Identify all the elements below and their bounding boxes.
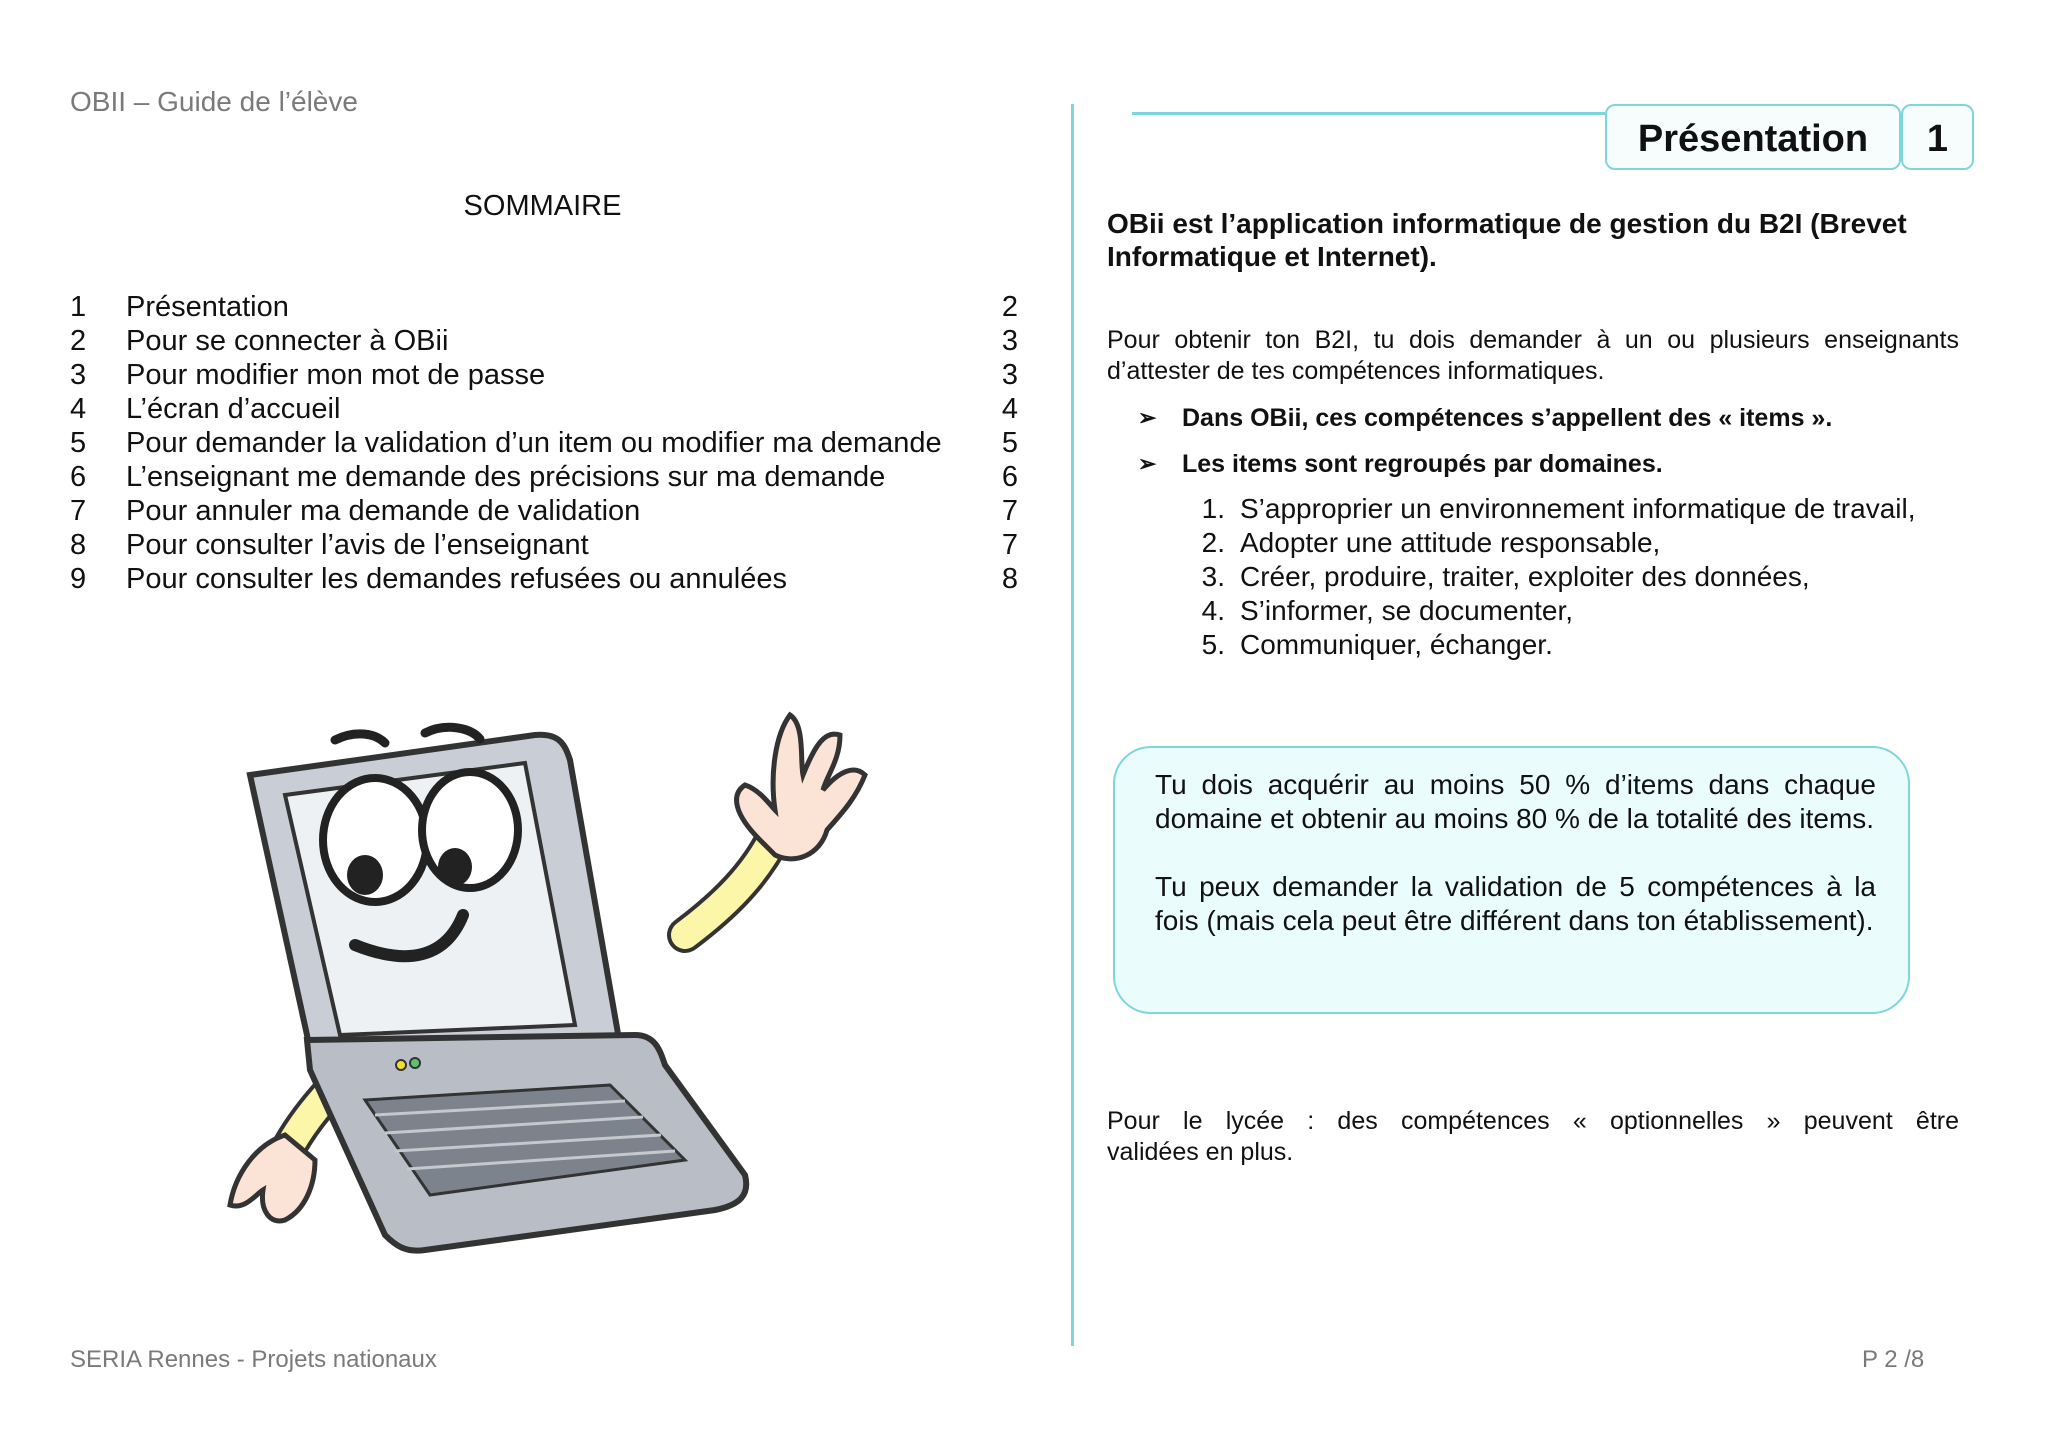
toc-page: 3 xyxy=(1001,325,1018,357)
arrow-bullet-icon: ➢ xyxy=(1138,405,1157,430)
toc-number: 9 xyxy=(70,563,87,595)
domain-number: 2. xyxy=(1201,527,1225,558)
toc-page: 5 xyxy=(1001,427,1018,459)
toc-label: L’écran d’accueil xyxy=(126,393,341,425)
bullet-item xyxy=(1138,446,1958,492)
domain-item xyxy=(1180,628,1960,662)
domain-label: Communiquer, échanger. xyxy=(1240,629,1553,660)
toc-label: Présentation xyxy=(126,291,289,323)
toc-row[interactable] xyxy=(70,392,1018,426)
toc-row[interactable] xyxy=(70,494,1018,528)
toc-page: 4 xyxy=(1001,393,1018,425)
bullet-text: Les items sont regroupés par domaines. xyxy=(1182,450,1663,478)
laptop-mascot-illustration xyxy=(215,705,875,1265)
section-number: 1 xyxy=(1901,104,1974,170)
toc-label: L’enseignant me demande des précisions sur ma demande xyxy=(126,461,886,493)
toc-number: 8 xyxy=(70,529,87,561)
section-title: Présentation xyxy=(1605,104,1901,170)
bullet-item xyxy=(1138,400,1958,446)
domain-label: S’approprier un environnement informatique de travail, xyxy=(1240,493,1916,524)
toc-page: 8 xyxy=(1001,563,1018,595)
section-header-line xyxy=(1132,112,1606,115)
lycee-note-line: validées en plus. xyxy=(1107,1138,1294,1166)
toc-row[interactable] xyxy=(70,426,1018,460)
lycee-note-line: Pour le lycée : des compétences « optionnelles » peuvent être xyxy=(1107,1107,1959,1135)
domain-label: S’informer, se documenter, xyxy=(1240,595,1574,626)
toc-title: SOMMAIRE xyxy=(463,190,622,222)
toc-row[interactable] xyxy=(70,562,1018,596)
domain-item xyxy=(1180,492,1960,526)
toc-page: 2 xyxy=(1001,291,1018,323)
domain-number: 5. xyxy=(1201,629,1225,660)
table-of-contents xyxy=(70,290,1018,596)
toc-row[interactable] xyxy=(70,460,1018,494)
footer-source: SERIA Rennes - Projets nationaux xyxy=(70,1346,437,1373)
bullet-list xyxy=(1138,400,1958,492)
toc-row[interactable] xyxy=(70,290,1018,324)
toc-number: 5 xyxy=(70,427,87,459)
paragraph-text: Pour obtenir ton B2I, tu dois demander à un ou plusieurs enseignants d’attester de tes compétences informatiques. xyxy=(1107,326,1959,385)
domain-item xyxy=(1180,594,1960,628)
page-divider xyxy=(1071,104,1074,1346)
bullet-text: Dans OBii, ces compétences s’appellent des « items ». xyxy=(1182,404,1833,432)
toc-label: Pour annuler ma demande de validation xyxy=(126,495,641,527)
toc-page: 3 xyxy=(1001,359,1018,391)
domain-number: 3. xyxy=(1201,561,1225,592)
toc-row[interactable] xyxy=(70,324,1018,358)
intro-text: OBii est l’application informatique de gestion du B2I (Brevet Informatique et Internet). xyxy=(1107,208,1907,272)
toc-row[interactable] xyxy=(70,528,1018,562)
domain-item xyxy=(1180,560,1960,594)
domain-number: 1. xyxy=(1201,493,1225,524)
toc-label: Pour se connecter à OBii xyxy=(126,325,449,357)
toc-page: 6 xyxy=(1001,461,1018,493)
toc-number: 3 xyxy=(70,359,87,391)
toc-label: Pour modifier mon mot de passe xyxy=(126,359,546,391)
toc-number: 7 xyxy=(70,495,87,527)
toc-label: Pour consulter l’avis de l’enseignant xyxy=(126,529,589,561)
arrow-bullet-icon: ➢ xyxy=(1138,451,1157,476)
domain-item xyxy=(1180,526,1960,560)
toc-page: 7 xyxy=(1001,529,1018,561)
toc-number: 1 xyxy=(70,291,87,323)
toc-row[interactable] xyxy=(70,358,1018,392)
domain-label: Créer, produire, traiter, exploiter des données, xyxy=(1240,561,1810,592)
toc-label: Pour demander la validation d’un item ou modifier ma demande xyxy=(126,427,942,459)
toc-number: 2 xyxy=(70,325,87,357)
toc-number: 4 xyxy=(70,393,87,425)
info-paragraph: Tu dois acquérir au moins 50 % d’items dans chaque domaine et obtenir au moins 80 % de la totalité des items. xyxy=(1155,769,1876,834)
toc-page: 7 xyxy=(1001,495,1018,527)
document-header: OBII – Guide de l’élève xyxy=(70,86,358,117)
info-paragraph: Tu peux demander la validation de 5 compétences à la fois (mais cela peut être différent dans ton établissement). xyxy=(1155,871,1876,936)
domain-label: Adopter une attitude responsable, xyxy=(1240,527,1661,558)
page-number: P 2 /8 xyxy=(1862,1346,1925,1373)
lycee-note xyxy=(1107,1106,1959,1168)
info-callout-box xyxy=(1113,746,1910,1014)
toc-label: Pour consulter les demandes refusées ou annulées xyxy=(126,563,787,595)
toc-number: 6 xyxy=(70,461,87,493)
domain-number: 4. xyxy=(1201,595,1225,626)
domain-list xyxy=(1180,492,1960,662)
